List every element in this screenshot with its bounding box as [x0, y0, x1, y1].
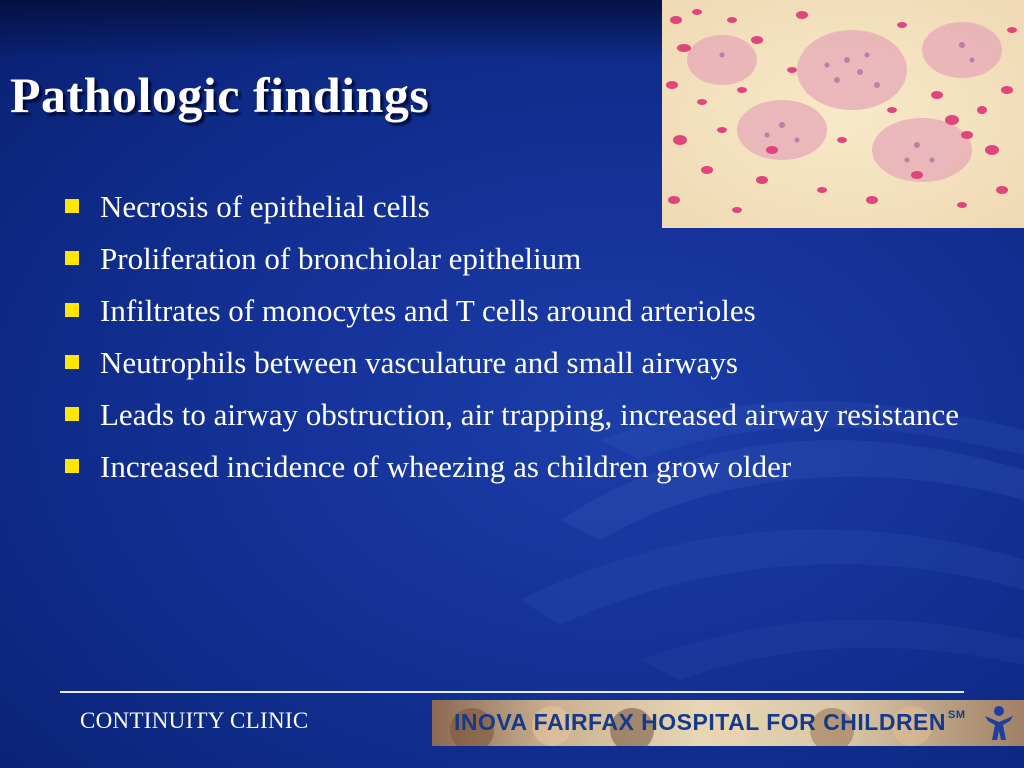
- hospital-name: INOVA FAIRFAX HOSPITAL FOR CHILDREN: [454, 709, 946, 735]
- bullet-list: [62, 185, 982, 497]
- bullet-square-icon: [65, 303, 79, 317]
- hospital-banner-text: [454, 709, 966, 736]
- bullet-item: [62, 237, 982, 280]
- bullet-text: Increased incidence of wheezing as children grow older: [100, 449, 792, 484]
- bullet-text: Infiltrates of monocytes and T cells around arterioles: [100, 293, 756, 328]
- bullet-item: [62, 185, 982, 228]
- hospital-banner: [432, 700, 1024, 746]
- bullet-square-icon: [65, 355, 79, 369]
- child-figure-icon: [982, 704, 1016, 742]
- bullet-square-icon: [65, 407, 79, 421]
- bullet-item: [62, 341, 982, 384]
- bullet-text: Neutrophils between vasculature and small airways: [100, 345, 738, 380]
- bullet-text: Necrosis of epithelial cells: [100, 189, 430, 224]
- slide-title: Pathologic findings: [10, 67, 430, 123]
- footer-divider: [60, 691, 964, 693]
- bullet-square-icon: [65, 459, 79, 473]
- service-mark: SM: [948, 709, 966, 721]
- bullet-text: Leads to airway obstruction, air trapping, increased airway resistance: [100, 397, 960, 432]
- bullet-square-icon: [65, 199, 79, 213]
- bullet-square-icon: [65, 251, 79, 265]
- bullet-item: [62, 289, 982, 332]
- bullet-item: [62, 393, 982, 436]
- footer-clinic-name: CONTINUITY CLINIC: [80, 708, 309, 733]
- bullet-text: Proliferation of bronchiolar epithelium: [100, 241, 582, 276]
- bullet-item: [62, 445, 982, 488]
